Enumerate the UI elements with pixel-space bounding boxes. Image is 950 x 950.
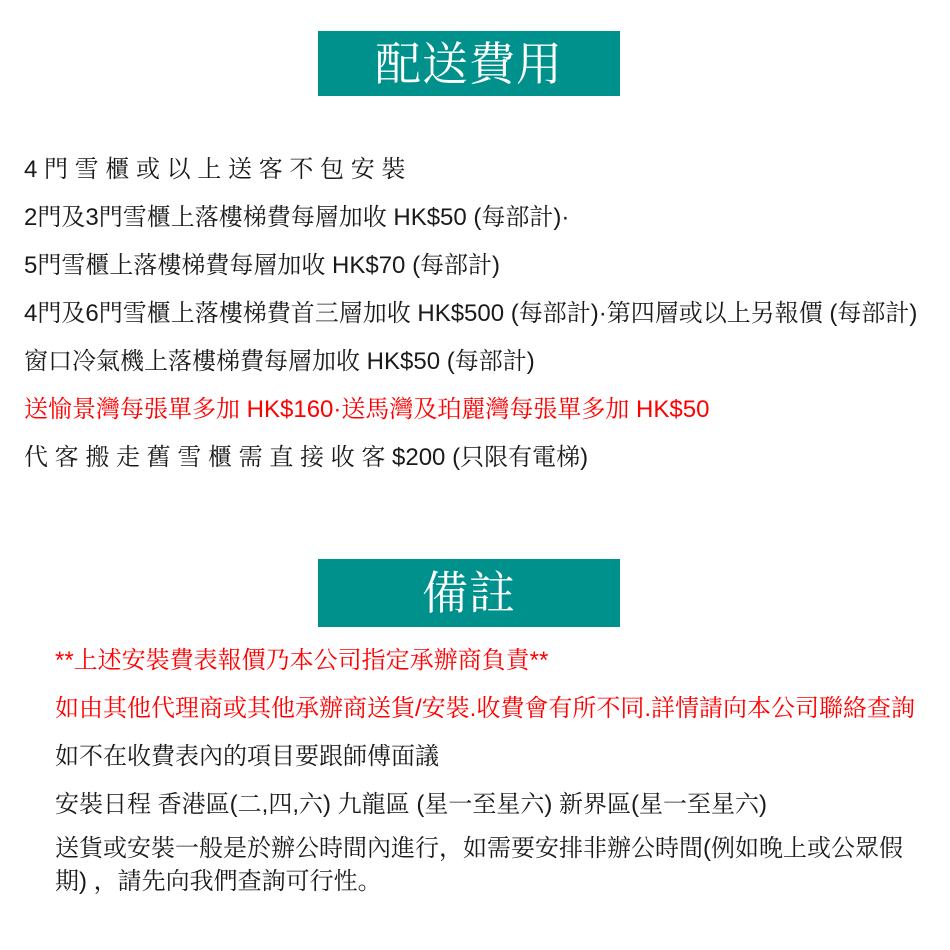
notes-list [55, 637, 935, 898]
note-line-negotiate-with-technician: 如不在收費表內的項目要跟師傅面議 [55, 743, 439, 770]
fee-line-window-ac-stairs: 窗口冷氣機上落樓梯費每層加收 HK$50 (每部計) [24, 348, 535, 375]
note-line-other-agents-fees: 如由其他代理商或其他承辦商送貨/安裝.收費會有所不同.詳情請向本公司聯絡查詢 [55, 695, 916, 722]
note-line-installation-schedule: 安裝日程 香港區(二,四,六) 九龍區 (星一至星六) 新界區(星一至星六) [55, 791, 767, 818]
fee-line-4-6door-stairs: 4門及6門雪櫃上落樓梯費首三層加收 HK$500 (每部計)·第四層或以上另報價 (每部計) [24, 300, 918, 327]
delivery-fees-banner [318, 31, 620, 96]
fee-line-5door-stairs: 5門雪櫃上落樓梯費每層加收 HK$70 (每部計) [24, 252, 501, 279]
fee-line-old-fridge-removal: 代 客 搬 走 舊 雪 櫃 需 直 接 收 客 $200 (只限有電梯) [24, 444, 589, 471]
fee-line-remote-islands-surcharge: 送愉景灣每張單多加 HK$160·送馬灣及珀麗灣每張單多加 HK$50 [24, 396, 710, 423]
delivery-fees-list [24, 146, 934, 482]
notes-title: 備註 [422, 567, 516, 619]
fee-line-2-3door-stairs: 2門及3門雪櫃上落樓梯費每層加收 HK$50 (每部計)· [24, 204, 570, 231]
fee-line-4door-no-install: 4 門 雪 櫃 或 以 上 送 客 不 包 安 裝 [24, 156, 406, 183]
note-paragraph-office-hours: 送貨或安裝一般是於辦公時間內進行，如需要安排非辦公時間(例如晚上或公眾假期) ，請先向我們查詢可行性。 [55, 835, 903, 895]
note-line-designated-contractor: **上述安裝費表報價乃本公司指定承辦商負責** [55, 647, 549, 674]
notes-banner [318, 559, 620, 627]
delivery-fees-title: 配送費用 [375, 37, 563, 90]
